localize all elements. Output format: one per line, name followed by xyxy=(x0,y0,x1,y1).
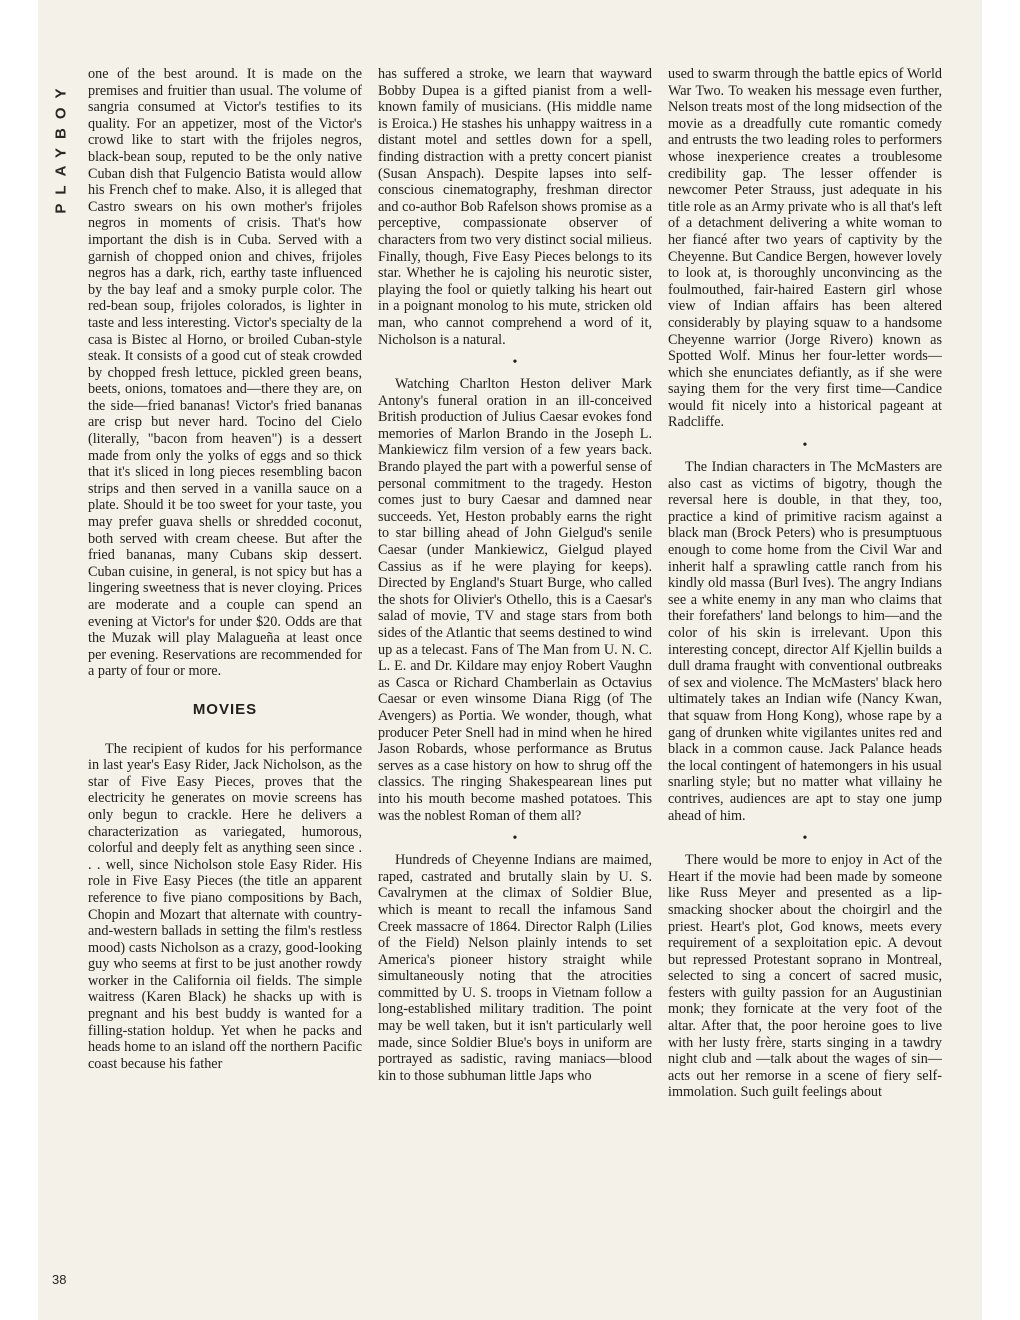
review-five-easy-pieces: The recipient of kudos for his performance in last year's Easy Rider, Jack Nicholson, as the star of Five Easy Pieces, proves that the electricity he generates on movie screens has only begun to crackle. Here he delivers a characterization as variegated, humorous, colorful and deeply felt as anything seen since . . . well, since Nicholson stole Easy Rider. His role in Five Easy Pieces (the title an apparent reference to five piano compositions by Bach, Chopin and Mozart that alternate with country-and-western ballads in setting the film's restless mood) casts Nicholson as a crazy, good-looking guy who seems at first to be just another rowdy worker in the California oil fields. The simple waitress (Karen Black) he shacks up with is pregnant and his best buddy is wanted for a filling-station holdup. Yet when he packs and heads home to an island off the northern Pacific coast because his father xyxy=(88,740,362,1072)
separator-dot: • xyxy=(512,355,518,371)
column-2 xyxy=(378,66,652,1286)
masthead-vertical xyxy=(50,66,72,226)
review-five-easy-pieces-continued: has suffered a stroke, we learn that wayward Bobby Dupea is a gifted pianist from a well-known family of musicians. (His middle name is Eroica.) He stashes his unhappy waitress in a distant motel and settles down for a spell, finding distraction with a pretty concert pianist (Susan Anspach). Despite lapses into self-conscious cinematography, freshman director and co-author Bob Rafelson shows promise as a perceptive, compassionate observer of characters from two very distinct social milieus. Finally, though, Five Easy Pieces belongs to its star. Whether he is cajoling his neurotic sister, playing the fool or quietly talking his heart out in a poignant monolog to his mute, stricken old man, who cannot comprehend a word of it, Nicholson is a natural. xyxy=(378,66,652,348)
review-julius-caesar: Watching Charlton Heston deliver Mark Antony's funeral oration in an ill-conceived British production of Julius Caesar evokes fond memories of Marlon Brando in the Joseph L. Mankiewicz film version of a few years back. Brando played the part with a powerful sense of personal commitment to the tragedy. Heston comes just to bury Caesar and damned near succeeds. Yet, Heston probably earns the right to star billing ahead of John Gielgud's senile Caesar (under Mankiewicz, Gielgud played Cassius as if he were playing for keeps). Directed by England's Stuart Burge, who called the shots for Olivier's Othello, this is a Caesar's salad of movie, TV and stage stars from both sides of the Atlantic that seems destined to wind up as a telecast. Fans of The Man from U. N. C. L. E. and Dr. Kildare may enjoy Robert Vaughn as Casca or Richard Chamberlain as Octavius Caesar or even winsome Diana Rigg (of The Avengers) as Portia. We wonder, though, what producer Peter Snell had in mind when he hired Jason Robards, whose performance as Brutus serves as a case history on how to shrug off the classics. The ringing Shakespearean lines put into his mouth become mashed potatoes. This was the noblest Roman of them all? xyxy=(378,376,652,824)
column-3 xyxy=(668,66,942,1286)
column-1 xyxy=(88,66,362,1286)
separator-dot: • xyxy=(512,831,518,847)
review-soldier-blue: Hundreds of Cheyenne Indians are maimed, raped, castrated and brutally slain by U. S. Cavalrymen at the climax of Soldier Blue, which is meant to recall the infamous Sand Creek massacre of 1864. Director Ralph (Lilies of the Field) Nelson plainly intends to set America's pioneer history straight while simultaneously noting that the atrocities committed by U. S. troops in Vietnam follow a long-established military tradition. The point may be well taken, but it isn't particularly well made, since Soldier Blue's boys in uniform are portrayed as sadistic, raving maniacs—blood kin to those subhuman little Japs who xyxy=(378,852,652,1084)
review-the-mcmasters: The Indian characters in The McMasters are also cast as victims of bigotry, though the reversal here is double, in that they, too, practice a kind of primitive racism against a black man (Brock Peters) who is presumptuous enough to come home from the Civil War and inherit half a sprawling cattle ranch from his kindly old massa (Burl Ives). The angry Indians see a white enemy in any man who claims that their forefathers' land belongs to him—and the color of his skin is irrelevant. Upon this interesting concept, director Alf Kjellin builds a dull drama fraught with conventional outbreaks of sex and violence. The McMasters' black hero ultimately takes an Indian wife (Nancy Kwan, that squaw from Hong Kong), whose rape by a gang of drunken white vigilantes unites red and black in a common cause. Jack Palance heads the local contingent of hatemongers in his usual snarling style; but no matter what villainy he contrives, audiences are apt to stay one jump ahead of him. xyxy=(668,459,942,824)
section-title: MOVIES xyxy=(192,700,258,718)
review-soldier-blue-continued: used to swarm through the battle epics of World War Two. To weaken his message even further, Nelson treats most of the long midsection of the movie as a dreadfully cute romantic comedy and entrusts the two leading roles to performers whose inexperience creates a troublesome credibility gap. The lesser offender is newcomer Peter Strauss, just adequate in his title role as an Army private who is all that's left of a detachment delivering a white woman to her fiancé after two years of captivity by the Cheyenne. But Candice Bergen, however lovely to look at, is thoroughly unconvincing as the foulmouthed, fair-haired Eastern girl whose view of Indian affairs has been altered considerably by playing squaw to a handsome Cheyenne warrior (Jorge Rivero) known as Spotted Wolf. Minus her four-letter words—which she enunciates defiantly, as if she were saying them for the very first time—Candice would fit nicely into a historical pageant at Radcliffe. xyxy=(668,66,942,431)
restaurant-review-continued: one of the best around. It is made on the premises and fruitier than usual. The volume of sangria consumed at Victor's testifies to its quality. For an appetizer, most of the Victor's crowd like to start with the frijoles negros, black-bean soup, reputed to be the only native Cuban dish that Fulgencio Batista would allow his French chef to make. Also, it is alleged that Castro swears on his own mother's frijoles negros in moments of crisis. That's how important the dish is in Cuba. Served with a garnish of chopped onion and chives, frijoles negros has a dark, rich, earthy taste influenced by the bay leaf and a smoky purple color. The red-bean soup, frijoles colorados, is lighter in taste and less interesting. Victor's specialty de la casa is Bistec al Horno, or broiled Cuban-style steak. It consists of a good cut of steak crowded by chopped fresh lettuce, pickled green beans, beets, onions, tomatoes and—there they are, on the side—fried bananas! Victor's fried bananas are crisp but never hard. Tocino del Cielo (literally, "bacon from heaven") is a dessert made from only the yolks of eggs and so thick that it's sliced in long pieces resembling bacon strips and then served in a vanilla sauce on a plate. Should it be too sweet for your taste, you may prefer guava shells or shredded coconut, both served with cream cheese. But after the fried bananas, many Cubans skip dessert. Cuban cuisine, in general, is not spicy but has a lingering sweetness that is never cloying. Prices are moderate and a couple can spend an evening at Victor's for under $20. Odds are that the Muzak will play Malagueña at least once per evening. Reservations are recommended for a party of four or more. xyxy=(88,66,362,680)
separator-dot: • xyxy=(802,438,808,454)
separator-dot: • xyxy=(802,831,808,847)
magazine-name: PLAYBOY xyxy=(52,78,70,214)
page-number: 38 xyxy=(52,1272,67,1287)
review-act-of-the-heart: There would be more to enjoy in Act of the Heart if the movie had been made by someone like Russ Meyer and presented as a lip-smacking shocker about the choirgirl and the priest. Heart's plot, God knows, meets every requirement of a sexploitation epic. A devout but repressed Protestant soprano in Montreal, selected to sing a concert of sacred music, festers with guilty passion for an Augustinian monk; they fornicate at the very foot of the altar. After that, the poor heroine goes to live with her lusty frère, starts singing in a tawdry night club and —talk about the wages of sin—acts out her remorse in a scene of fiery self-immolation. Such guilt feelings about xyxy=(668,852,942,1101)
